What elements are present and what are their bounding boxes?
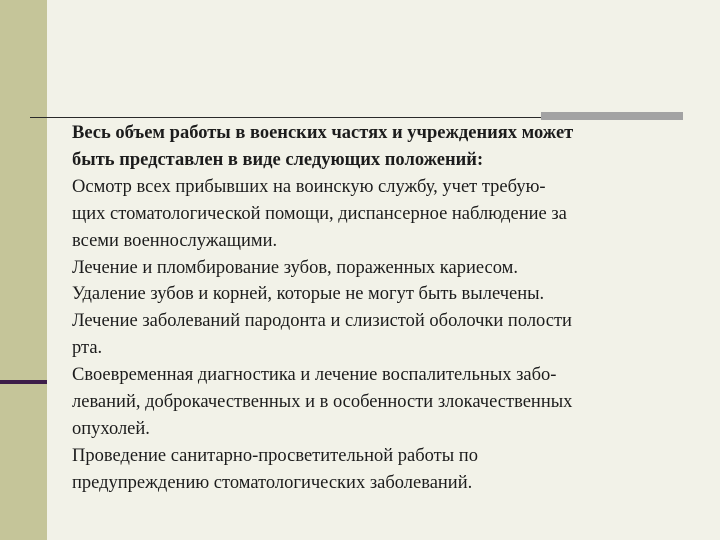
- body-line: Осмотр всех прибывших на воинскую службу, учет требую-: [72, 176, 546, 197]
- slide-text-body: [72, 120, 687, 497]
- body-line: Лечение и пломбирование зубов, пораженных кариесом.: [72, 257, 518, 278]
- intro-line: Весь объем работы в военских частях и учреждениях может: [72, 123, 574, 143]
- body-line: Удаление зубов и корней, которые не могут быть вылечены.: [72, 284, 545, 305]
- body-line: рта.: [72, 338, 103, 359]
- body-line: Проведение санитарно-просветительной работы по: [72, 445, 478, 466]
- left-decorative-band: [0, 0, 47, 540]
- body-line: Своевременная диагностика и лечение воспалительных забо-: [72, 365, 557, 386]
- body-line: всеми военнослужащими.: [72, 230, 278, 251]
- body-line: щих стоматологической помощи, диспансерное наблюдение за: [72, 203, 567, 224]
- intro-line: быть представлен в виде следующих положений:: [72, 149, 484, 170]
- body-line: предупреждению стоматологических заболеваний.: [72, 472, 473, 493]
- body-line: опухолей.: [72, 418, 150, 439]
- body-line: леваний, доброкачественных и в особенности злокачественных: [72, 392, 573, 413]
- left-band-accent-stripe: [0, 380, 47, 384]
- title-divider-accent: [541, 112, 683, 120]
- body-line: Лечение заболеваний пародонта и слизистой оболочки полости: [72, 311, 572, 332]
